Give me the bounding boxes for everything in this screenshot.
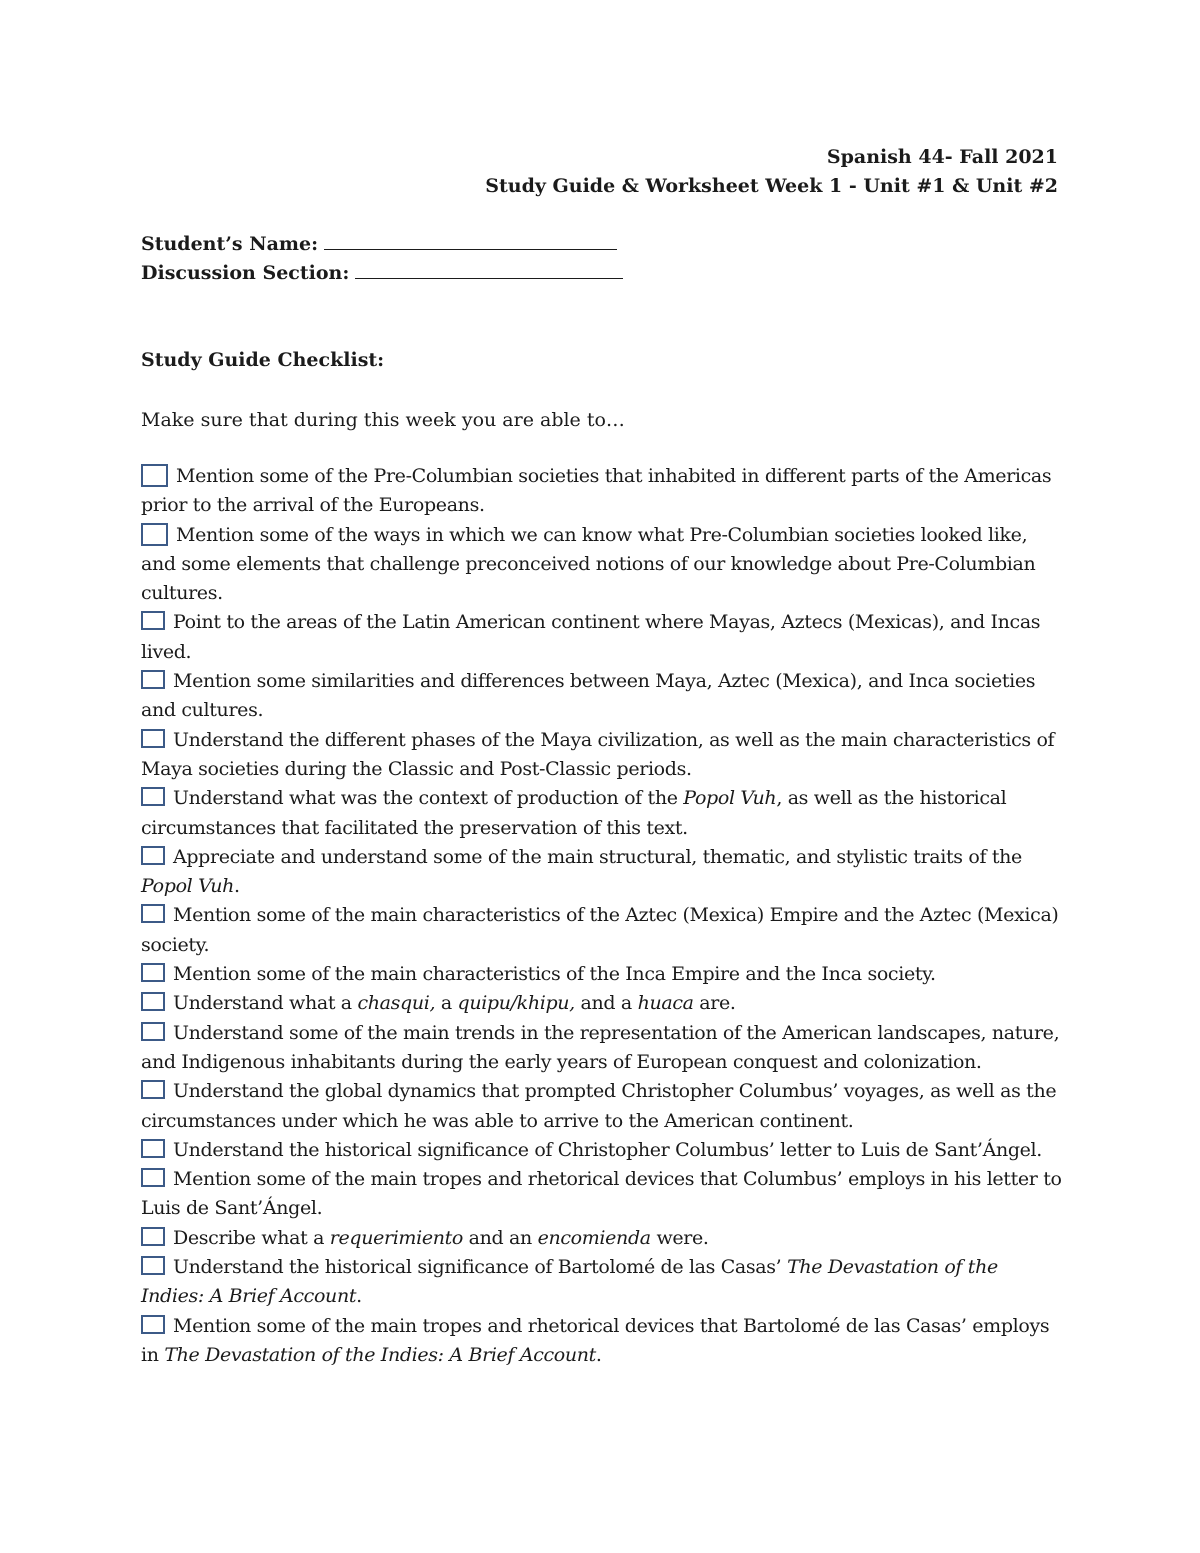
checklist-item-text: Understand the historical significance of Bartolomé de las Casas’ bbox=[173, 1256, 788, 1279]
checkbox[interactable] bbox=[141, 904, 165, 923]
checklist-item bbox=[141, 1077, 1066, 1136]
checklist-item-text: Understand some of the main trends in the representation of the American landscapes, nature, and Indigenous inhabitants during the early years of European conquest and colonization. bbox=[141, 1021, 1060, 1073]
checklist-intro: Make sure that during this week you are able to… bbox=[141, 409, 625, 431]
checkbox[interactable] bbox=[141, 1315, 165, 1334]
checkbox[interactable] bbox=[141, 846, 165, 865]
checklist-item-italic-text: quipu/khipu, bbox=[457, 992, 575, 1015]
checklist-item-text: Point to the areas of the Latin American continent where Mayas, Aztecs (Mexicas), and Incas lived. bbox=[141, 611, 1041, 663]
checkbox[interactable] bbox=[141, 729, 165, 748]
checklist-item bbox=[141, 462, 1066, 521]
checklist-item-italic-text: encomienda bbox=[537, 1226, 651, 1249]
checkbox[interactable] bbox=[141, 1022, 165, 1041]
checklist-item bbox=[141, 1224, 1066, 1253]
checklist-item bbox=[141, 1253, 1066, 1312]
checklist-item-text: Understand what was the context of production of the bbox=[173, 787, 684, 810]
checklist-title: Study Guide Checklist: bbox=[141, 349, 385, 371]
checklist-item-text: Understand the historical significance of Christopher Columbus’ letter to Luis de Sant’Ángel. bbox=[173, 1138, 1042, 1161]
checklist-item-text: Mention some of the ways in which we can know what Pre-Columbian societies looked like, and some elements that challenge preconceived notions of our knowledge about Pre-Columbian cultures. bbox=[141, 523, 1036, 605]
checkbox[interactable] bbox=[141, 1139, 165, 1158]
document-header bbox=[485, 143, 1058, 201]
checklist-item-text: are. bbox=[693, 992, 736, 1015]
checklist-item-text: Mention some of the main characteristics of the Inca Empire and the Inca society. bbox=[173, 963, 936, 986]
checklist-item bbox=[141, 1019, 1066, 1078]
checklist-item-text: Describe what a bbox=[173, 1226, 330, 1249]
checkbox[interactable] bbox=[141, 523, 168, 546]
checkbox[interactable] bbox=[141, 1256, 165, 1275]
checklist-item bbox=[141, 1136, 1066, 1165]
checklist-item-text: . bbox=[595, 1343, 602, 1366]
checklist-item bbox=[141, 843, 1066, 902]
checklist-item bbox=[141, 1312, 1066, 1371]
checklist-item bbox=[141, 1165, 1066, 1224]
discussion-section-row bbox=[141, 258, 623, 287]
checklist-item-text: Mention some of the main tropes and rhetorical devices that Bartolomé de las Casas’ employs in bbox=[141, 1314, 1050, 1366]
checkbox[interactable] bbox=[141, 787, 165, 806]
checklist-item bbox=[141, 608, 1066, 667]
checklist-item bbox=[141, 784, 1066, 843]
checklist-item-italic-text: huaca bbox=[637, 992, 694, 1015]
checklist-item bbox=[141, 989, 1066, 1018]
checklist-item-italic-text: The Devastation of the Indies: A Brief Account bbox=[164, 1343, 596, 1366]
checklist-item-text: Mention some of the main tropes and rhetorical devices that Columbus’ employs in his letter to Luis de Sant’Ángel. bbox=[141, 1168, 1062, 1220]
checklist-item-italic-text: The Devastation of the Indies: A Brief Account bbox=[141, 1256, 998, 1308]
checklist-item bbox=[141, 667, 1066, 726]
checkbox[interactable] bbox=[141, 611, 165, 630]
checklist-item-text: . bbox=[234, 875, 240, 898]
checklist-item-text: Understand the different phases of the Maya civilization, as well as the main characteristics of Maya societies during the Classic and Post-Classic periods. bbox=[141, 728, 1055, 780]
checklist-item-italic-text: Popol Vuh bbox=[141, 875, 235, 898]
checklist-item-text: Appreciate and understand some of the main structural, thematic, and stylistic traits of the bbox=[173, 845, 1022, 868]
checklist-item-text: a bbox=[435, 992, 458, 1015]
checkbox[interactable] bbox=[141, 464, 168, 487]
student-name-row bbox=[141, 229, 623, 258]
checklist-item-text: and a bbox=[574, 992, 638, 1015]
checklist-item-text: were. bbox=[650, 1226, 709, 1249]
checklist-item-italic-text: chasqui, bbox=[357, 992, 436, 1015]
checklist-item-text: Mention some similarities and differences between Maya, Aztec (Mexica), and Inca societies and cultures. bbox=[141, 670, 1036, 722]
checklist-item-text: Mention some of the main characteristics of the Aztec (Mexica) Empire and the Aztec (Mexica) society. bbox=[141, 904, 1059, 956]
checklist-items bbox=[141, 462, 1066, 1370]
student-name-blank[interactable] bbox=[324, 229, 617, 250]
checkbox[interactable] bbox=[141, 992, 165, 1011]
discussion-section-blank[interactable] bbox=[355, 258, 623, 279]
checklist-item-text: Understand the global dynamics that prompted Christopher Columbus’ voyages, as well as the circumstances under which he was able to arrive to the American continent. bbox=[141, 1080, 1057, 1132]
checklist-item-italic-text: requerimiento bbox=[329, 1226, 463, 1249]
checklist-item-text: Understand what a bbox=[173, 992, 358, 1015]
student-fields bbox=[141, 229, 623, 287]
checklist-item bbox=[141, 901, 1066, 960]
checklist-item-text: and an bbox=[462, 1226, 538, 1249]
checklist-item bbox=[141, 960, 1066, 989]
checklist-item-italic-text: Popol Vuh bbox=[683, 787, 777, 810]
course-title: Spanish 44- Fall 2021 bbox=[826, 146, 1058, 168]
checklist-item-text: . bbox=[356, 1285, 362, 1308]
checkbox[interactable] bbox=[141, 1168, 165, 1187]
checklist-item-text: Mention some of the Pre-Columbian societies that inhabited in different parts of the Americas prior to the arrival of the Europeans. bbox=[141, 465, 1052, 517]
discussion-section-label: Discussion Section: bbox=[141, 262, 350, 284]
checkbox[interactable] bbox=[141, 1227, 165, 1246]
student-name-label: Student’s Name: bbox=[141, 233, 319, 255]
checkbox[interactable] bbox=[141, 1080, 165, 1099]
checklist-item bbox=[141, 521, 1066, 609]
checkbox[interactable] bbox=[141, 670, 165, 689]
checklist-item bbox=[141, 726, 1066, 785]
checkbox[interactable] bbox=[141, 963, 165, 982]
checklist-item-text: , as well as the historical circumstances that facilitated the preservation of this text. bbox=[141, 787, 1007, 839]
worksheet-title: Study Guide & Worksheet Week 1 - Unit #1 & Unit #2 bbox=[485, 175, 1058, 197]
